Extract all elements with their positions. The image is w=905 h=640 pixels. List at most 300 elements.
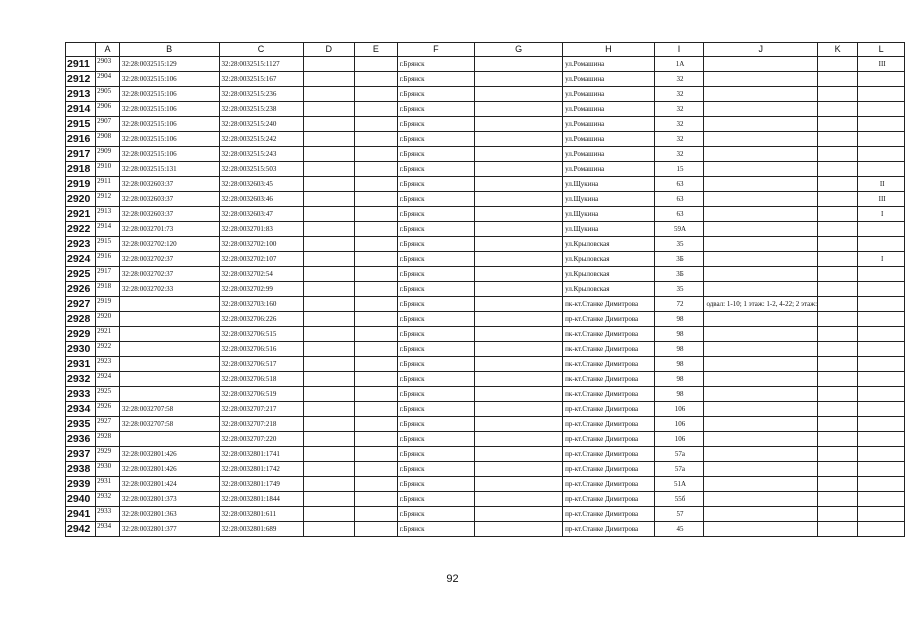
cell-a[interactable]: 2906 [96, 102, 120, 117]
row-number[interactable]: 2928 [66, 312, 96, 327]
cell-f[interactable]: г.Брянск [397, 402, 474, 417]
cell-i[interactable]: 63 [654, 177, 704, 192]
cell-a[interactable]: 2931 [96, 477, 120, 492]
cell-d[interactable] [303, 492, 354, 507]
cell-e[interactable] [354, 402, 397, 417]
cell-a[interactable]: 2925 [96, 387, 120, 402]
cell-c[interactable]: 32:28:0032515:238 [219, 102, 303, 117]
cell-a[interactable]: 2930 [96, 462, 120, 477]
cell-h[interactable]: ул.Ромашина [563, 147, 654, 162]
cell-l[interactable]: III [858, 192, 905, 207]
row-number[interactable]: 2926 [66, 282, 96, 297]
cell-k[interactable] [818, 57, 858, 72]
cell-d[interactable] [303, 72, 354, 87]
cell-e[interactable] [354, 267, 397, 282]
cell-g[interactable] [475, 207, 563, 222]
cell-e[interactable] [354, 72, 397, 87]
cell-h[interactable]: ул.Ромашина [563, 72, 654, 87]
cell-c[interactable]: 32:28:0032703:160 [219, 297, 303, 312]
row-number[interactable]: 2911 [66, 57, 96, 72]
cell-e[interactable] [354, 282, 397, 297]
cell-f[interactable]: г.Брянск [397, 222, 474, 237]
cell-h[interactable]: пк-кт.Станке Димитрова [563, 327, 654, 342]
column-header-e[interactable]: E [354, 43, 397, 57]
cell-k[interactable] [818, 477, 858, 492]
row-number[interactable]: 2940 [66, 492, 96, 507]
cell-h[interactable]: ул.Крыловская [563, 237, 654, 252]
cell-b[interactable] [119, 342, 219, 357]
cell-j[interactable] [704, 237, 818, 252]
cell-e[interactable] [354, 462, 397, 477]
cell-l[interactable]: I [858, 207, 905, 222]
cell-c[interactable]: 32:28:0032706:516 [219, 342, 303, 357]
cell-a[interactable]: 2932 [96, 492, 120, 507]
cell-g[interactable] [475, 177, 563, 192]
cell-h[interactable]: ул.Щукина [563, 222, 654, 237]
cell-f[interactable]: г.Брянск [397, 507, 474, 522]
cell-g[interactable] [475, 327, 563, 342]
cell-c[interactable]: 32:28:0032801:1749 [219, 477, 303, 492]
cell-d[interactable] [303, 147, 354, 162]
cell-g[interactable] [475, 312, 563, 327]
cell-c[interactable]: 32:28:0032515:1127 [219, 57, 303, 72]
row-number[interactable]: 2923 [66, 237, 96, 252]
cell-e[interactable] [354, 522, 397, 537]
row-number[interactable]: 2936 [66, 432, 96, 447]
cell-h[interactable]: пр-кт.Станке Димитрова [563, 477, 654, 492]
cell-d[interactable] [303, 117, 354, 132]
row-number[interactable]: 2912 [66, 72, 96, 87]
column-header-d[interactable]: D [303, 43, 354, 57]
cell-f[interactable]: г.Брянск [397, 207, 474, 222]
cell-b[interactable] [119, 387, 219, 402]
cell-g[interactable] [475, 87, 563, 102]
cell-k[interactable] [818, 72, 858, 87]
cell-l[interactable] [858, 267, 905, 282]
cell-j[interactable] [704, 252, 818, 267]
cell-c[interactable]: 32:28:0032801:611 [219, 507, 303, 522]
cell-i[interactable]: 51А [654, 477, 704, 492]
cell-d[interactable] [303, 87, 354, 102]
cell-h[interactable]: ул.Ромашина [563, 132, 654, 147]
cell-g[interactable] [475, 342, 563, 357]
cell-d[interactable] [303, 132, 354, 147]
cell-c[interactable]: 32:28:0032701:83 [219, 222, 303, 237]
cell-f[interactable]: г.Брянск [397, 102, 474, 117]
cell-h[interactable]: пк-кт.Станке Димитрова [563, 387, 654, 402]
cell-b[interactable]: 32:28:0032515:106 [119, 102, 219, 117]
cell-c[interactable]: 32:28:0032702:54 [219, 267, 303, 282]
cell-d[interactable] [303, 102, 354, 117]
cell-b[interactable]: 32:28:0032702:37 [119, 252, 219, 267]
cell-h[interactable]: ул.Крыловская [563, 267, 654, 282]
cell-c[interactable]: 32:28:0032707:220 [219, 432, 303, 447]
cell-k[interactable] [818, 462, 858, 477]
cell-l[interactable]: III [858, 57, 905, 72]
cell-g[interactable] [475, 492, 563, 507]
cell-j[interactable] [704, 327, 818, 342]
cell-j[interactable] [704, 57, 818, 72]
cell-h[interactable]: пк-кт.Станке Димитрова [563, 297, 654, 312]
cell-b[interactable]: 32:28:0032801:377 [119, 522, 219, 537]
cell-l[interactable] [858, 372, 905, 387]
cell-k[interactable] [818, 237, 858, 252]
cell-g[interactable] [475, 447, 563, 462]
cell-f[interactable]: г.Брянск [397, 87, 474, 102]
cell-f[interactable]: г.Брянск [397, 432, 474, 447]
cell-j[interactable] [704, 372, 818, 387]
row-number[interactable]: 2927 [66, 297, 96, 312]
cell-a[interactable]: 2903 [96, 57, 120, 72]
cell-c[interactable]: 32:28:0032702:100 [219, 237, 303, 252]
cell-c[interactable]: 32:28:0032603:46 [219, 192, 303, 207]
cell-e[interactable] [354, 132, 397, 147]
cell-e[interactable] [354, 327, 397, 342]
row-number[interactable]: 2917 [66, 147, 96, 162]
cell-b[interactable]: 32:28:0032515:106 [119, 147, 219, 162]
cell-a[interactable]: 2917 [96, 267, 120, 282]
cell-k[interactable] [818, 492, 858, 507]
cell-a[interactable]: 2920 [96, 312, 120, 327]
cell-d[interactable] [303, 507, 354, 522]
cell-d[interactable] [303, 252, 354, 267]
cell-h[interactable]: пк-кт.Станке Димитрова [563, 342, 654, 357]
cell-l[interactable] [858, 342, 905, 357]
cell-j[interactable] [704, 312, 818, 327]
cell-l[interactable] [858, 492, 905, 507]
cell-i[interactable]: 15 [654, 162, 704, 177]
cell-e[interactable] [354, 207, 397, 222]
cell-k[interactable] [818, 387, 858, 402]
cell-l[interactable] [858, 447, 905, 462]
row-number[interactable]: 2916 [66, 132, 96, 147]
row-number[interactable]: 2931 [66, 357, 96, 372]
cell-j[interactable] [704, 342, 818, 357]
cell-c[interactable]: 32:28:0032801:689 [219, 522, 303, 537]
cell-d[interactable] [303, 237, 354, 252]
cell-i[interactable]: 98 [654, 372, 704, 387]
row-number[interactable]: 2922 [66, 222, 96, 237]
cell-l[interactable] [858, 87, 905, 102]
cell-e[interactable] [354, 492, 397, 507]
cell-l[interactable] [858, 282, 905, 297]
cell-j[interactable] [704, 207, 818, 222]
cell-b[interactable]: 32:28:0032515:106 [119, 87, 219, 102]
cell-a[interactable]: 2926 [96, 402, 120, 417]
cell-l[interactable] [858, 147, 905, 162]
cell-k[interactable] [818, 447, 858, 462]
column-header-i[interactable]: I [654, 43, 704, 57]
cell-c[interactable]: 32:28:0032603:45 [219, 177, 303, 192]
cell-e[interactable] [354, 342, 397, 357]
cell-a[interactable]: 2916 [96, 252, 120, 267]
cell-h[interactable]: пк-кт.Станке Димитрова [563, 372, 654, 387]
cell-k[interactable] [818, 147, 858, 162]
cell-i[interactable]: 45 [654, 522, 704, 537]
cell-b[interactable]: 32:28:0032801:363 [119, 507, 219, 522]
cell-f[interactable]: г.Брянск [397, 57, 474, 72]
cell-a[interactable]: 2909 [96, 147, 120, 162]
cell-h[interactable]: пр-кт.Станке Димитрова [563, 507, 654, 522]
cell-b[interactable] [119, 327, 219, 342]
cell-i[interactable]: 98 [654, 342, 704, 357]
cell-k[interactable] [818, 87, 858, 102]
cell-d[interactable] [303, 312, 354, 327]
cell-i[interactable]: 55б [654, 492, 704, 507]
cell-d[interactable] [303, 447, 354, 462]
cell-g[interactable] [475, 477, 563, 492]
cell-b[interactable]: 32:28:0032603:37 [119, 192, 219, 207]
cell-i[interactable]: 72 [654, 297, 704, 312]
cell-a[interactable]: 2910 [96, 162, 120, 177]
cell-j[interactable] [704, 477, 818, 492]
cell-j[interactable] [704, 117, 818, 132]
column-header-g[interactable]: G [475, 43, 563, 57]
cell-i[interactable]: 32 [654, 117, 704, 132]
cell-b[interactable]: 32:28:0032702:33 [119, 282, 219, 297]
cell-k[interactable] [818, 222, 858, 237]
cell-e[interactable] [354, 372, 397, 387]
cell-k[interactable] [818, 177, 858, 192]
cell-k[interactable] [818, 357, 858, 372]
cell-b[interactable]: 32:28:0032801:373 [119, 492, 219, 507]
cell-i[interactable]: 32 [654, 147, 704, 162]
cell-b[interactable]: 32:28:0032707:58 [119, 402, 219, 417]
cell-g[interactable] [475, 222, 563, 237]
cell-a[interactable]: 2912 [96, 192, 120, 207]
cell-e[interactable] [354, 387, 397, 402]
cell-f[interactable]: г.Брянск [397, 147, 474, 162]
cell-e[interactable] [354, 87, 397, 102]
cell-j[interactable] [704, 72, 818, 87]
column-header-c[interactable]: C [219, 43, 303, 57]
cell-g[interactable] [475, 102, 563, 117]
cell-d[interactable] [303, 402, 354, 417]
cell-h[interactable]: пр-кт.Станке Димитрова [563, 312, 654, 327]
cell-g[interactable] [475, 522, 563, 537]
cell-g[interactable] [475, 162, 563, 177]
cell-a[interactable]: 2927 [96, 417, 120, 432]
cell-b[interactable]: 32:28:0032603:37 [119, 207, 219, 222]
cell-l[interactable] [858, 162, 905, 177]
cell-i[interactable]: 98 [654, 327, 704, 342]
cell-f[interactable]: г.Брянск [397, 237, 474, 252]
cell-h[interactable]: ул.Ромашина [563, 117, 654, 132]
cell-c[interactable]: 32:28:0032515:243 [219, 147, 303, 162]
cell-e[interactable] [354, 312, 397, 327]
cell-a[interactable]: 2911 [96, 177, 120, 192]
cell-d[interactable] [303, 282, 354, 297]
cell-b[interactable]: 32:28:0032801:426 [119, 462, 219, 477]
cell-d[interactable] [303, 57, 354, 72]
cell-j[interactable] [704, 402, 818, 417]
cell-c[interactable]: 32:28:0032801:1844 [219, 492, 303, 507]
cell-i[interactable]: 59А [654, 222, 704, 237]
cell-i[interactable]: 1А [654, 57, 704, 72]
cell-l[interactable] [858, 522, 905, 537]
cell-i[interactable]: 32 [654, 72, 704, 87]
row-number[interactable]: 2934 [66, 402, 96, 417]
cell-a[interactable]: 2914 [96, 222, 120, 237]
cell-f[interactable]: г.Брянск [397, 357, 474, 372]
cell-e[interactable] [354, 117, 397, 132]
cell-c[interactable]: 32:28:0032707:217 [219, 402, 303, 417]
cell-k[interactable] [818, 417, 858, 432]
cell-a[interactable]: 2919 [96, 297, 120, 312]
cell-b[interactable]: 32:28:0032701:73 [119, 222, 219, 237]
cell-l[interactable] [858, 357, 905, 372]
cell-b[interactable]: 32:28:0032515:106 [119, 72, 219, 87]
cell-a[interactable]: 2934 [96, 522, 120, 537]
cell-l[interactable] [858, 477, 905, 492]
cell-e[interactable] [354, 297, 397, 312]
cell-b[interactable]: 32:28:0032515:129 [119, 57, 219, 72]
cell-k[interactable] [818, 117, 858, 132]
cell-g[interactable] [475, 507, 563, 522]
cell-a[interactable]: 2929 [96, 447, 120, 462]
cell-b[interactable]: 32:28:0032515:106 [119, 132, 219, 147]
cell-f[interactable]: г.Брянск [397, 177, 474, 192]
cell-l[interactable]: II [858, 177, 905, 192]
cell-g[interactable] [475, 297, 563, 312]
cell-j[interactable] [704, 357, 818, 372]
cell-b[interactable]: 32:28:0032801:424 [119, 477, 219, 492]
cell-l[interactable] [858, 117, 905, 132]
row-number[interactable]: 2932 [66, 372, 96, 387]
cell-b[interactable]: 32:28:0032603:37 [119, 177, 219, 192]
cell-a[interactable]: 2904 [96, 72, 120, 87]
cell-f[interactable]: г.Брянск [397, 477, 474, 492]
cell-l[interactable] [858, 327, 905, 342]
cell-l[interactable] [858, 312, 905, 327]
cell-i[interactable]: 98 [654, 357, 704, 372]
cell-k[interactable] [818, 102, 858, 117]
cell-h[interactable]: пр-кт.Станке Димитрова [563, 522, 654, 537]
cell-l[interactable] [858, 297, 905, 312]
column-header-h[interactable]: H [563, 43, 654, 57]
cell-e[interactable] [354, 477, 397, 492]
cell-j[interactable] [704, 162, 818, 177]
row-number[interactable]: 2935 [66, 417, 96, 432]
cell-j[interactable] [704, 132, 818, 147]
cell-c[interactable]: 32:28:0032706:519 [219, 387, 303, 402]
cell-i[interactable]: 35 [654, 282, 704, 297]
cell-h[interactable]: ул.Щукина [563, 207, 654, 222]
cell-f[interactable]: г.Брянск [397, 192, 474, 207]
row-number[interactable]: 2933 [66, 387, 96, 402]
cell-e[interactable] [354, 357, 397, 372]
cell-f[interactable]: г.Брянск [397, 462, 474, 477]
cell-a[interactable]: 2922 [96, 342, 120, 357]
cell-k[interactable] [818, 507, 858, 522]
cell-i[interactable]: 106 [654, 402, 704, 417]
cell-k[interactable] [818, 402, 858, 417]
cell-l[interactable]: I [858, 252, 905, 267]
cell-c[interactable]: 32:28:0032515:240 [219, 117, 303, 132]
column-header-k[interactable]: K [818, 43, 858, 57]
cell-b[interactable] [119, 432, 219, 447]
cell-e[interactable] [354, 147, 397, 162]
cell-c[interactable]: 32:28:0032515:167 [219, 72, 303, 87]
row-number[interactable]: 2919 [66, 177, 96, 192]
cell-e[interactable] [354, 447, 397, 462]
cell-l[interactable] [858, 222, 905, 237]
cell-g[interactable] [475, 132, 563, 147]
cell-h[interactable]: ул.Ромашина [563, 57, 654, 72]
cell-h[interactable]: пр-кт.Станке Димитрова [563, 417, 654, 432]
cell-j[interactable]: одвал: 1-10; 1 этаж: 1-2, 4-22; 2 этаж: [704, 297, 818, 312]
cell-l[interactable] [858, 102, 905, 117]
corner-cell[interactable] [66, 43, 96, 57]
cell-b[interactable]: 32:28:0032702:37 [119, 267, 219, 282]
column-header-f[interactable]: F [397, 43, 474, 57]
row-number[interactable]: 2920 [66, 192, 96, 207]
cell-f[interactable]: г.Брянск [397, 132, 474, 147]
cell-j[interactable] [704, 102, 818, 117]
cell-i[interactable]: 98 [654, 387, 704, 402]
cell-c[interactable]: 32:28:0032706:517 [219, 357, 303, 372]
cell-i[interactable]: 106 [654, 432, 704, 447]
cell-c[interactable]: 32:28:0032702:99 [219, 282, 303, 297]
row-number[interactable]: 2938 [66, 462, 96, 477]
cell-c[interactable]: 32:28:0032706:518 [219, 372, 303, 387]
row-number[interactable]: 2942 [66, 522, 96, 537]
cell-d[interactable] [303, 432, 354, 447]
cell-a[interactable]: 2913 [96, 207, 120, 222]
cell-h[interactable]: ул.Щукина [563, 177, 654, 192]
cell-i[interactable]: 32 [654, 87, 704, 102]
cell-b[interactable]: 32:28:0032801:426 [119, 447, 219, 462]
cell-g[interactable] [475, 462, 563, 477]
cell-b[interactable] [119, 372, 219, 387]
row-number[interactable]: 2924 [66, 252, 96, 267]
cell-l[interactable] [858, 417, 905, 432]
cell-f[interactable]: г.Брянск [397, 312, 474, 327]
cell-k[interactable] [818, 297, 858, 312]
cell-k[interactable] [818, 252, 858, 267]
cell-g[interactable] [475, 402, 563, 417]
cell-g[interactable] [475, 72, 563, 87]
cell-f[interactable]: г.Брянск [397, 372, 474, 387]
cell-d[interactable] [303, 207, 354, 222]
cell-g[interactable] [475, 57, 563, 72]
cell-f[interactable]: г.Брянск [397, 267, 474, 282]
cell-f[interactable]: г.Брянск [397, 252, 474, 267]
cell-e[interactable] [354, 192, 397, 207]
cell-d[interactable] [303, 297, 354, 312]
cell-c[interactable]: 32:28:0032603:47 [219, 207, 303, 222]
cell-k[interactable] [818, 312, 858, 327]
row-number[interactable]: 2918 [66, 162, 96, 177]
row-number[interactable]: 2914 [66, 102, 96, 117]
cell-g[interactable] [475, 372, 563, 387]
cell-k[interactable] [818, 162, 858, 177]
cell-j[interactable] [704, 267, 818, 282]
column-header-j[interactable]: J [704, 43, 818, 57]
cell-j[interactable] [704, 282, 818, 297]
cell-g[interactable] [475, 147, 563, 162]
cell-l[interactable] [858, 462, 905, 477]
cell-j[interactable] [704, 492, 818, 507]
cell-j[interactable] [704, 387, 818, 402]
cell-l[interactable] [858, 507, 905, 522]
cell-g[interactable] [475, 432, 563, 447]
cell-k[interactable] [818, 132, 858, 147]
cell-j[interactable] [704, 507, 818, 522]
cell-f[interactable]: г.Брянск [397, 297, 474, 312]
cell-k[interactable] [818, 207, 858, 222]
cell-e[interactable] [354, 252, 397, 267]
